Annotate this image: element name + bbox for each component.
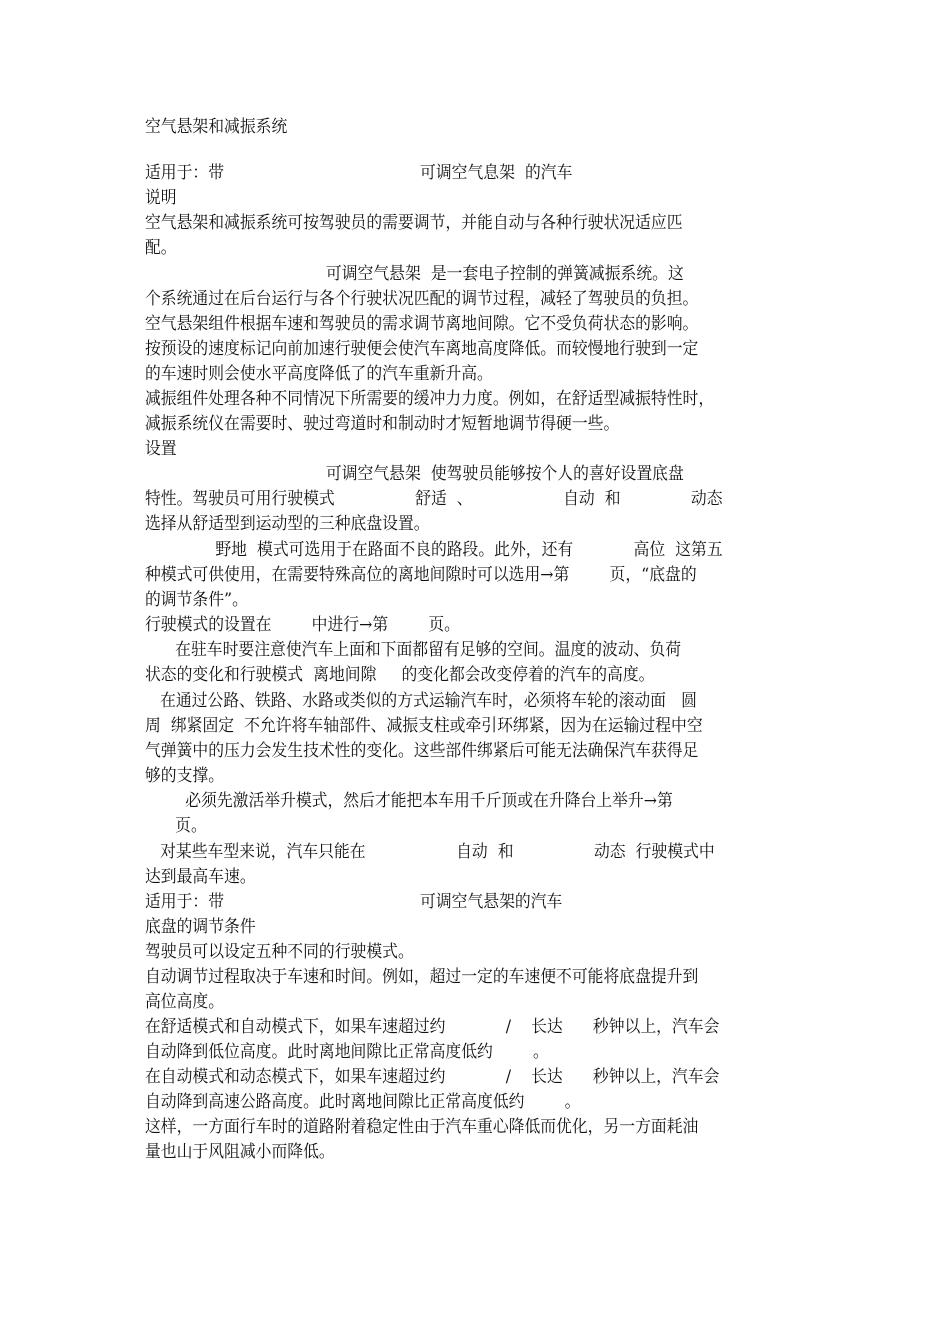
text-line: 自动降到高速公路高度。此时离地间隙比正常高度低约 。 bbox=[145, 1092, 581, 1112]
text-line: 空气悬架组件根据车速和驾驶员的需求调节离地间隙。它不受负荷状态的影响。 bbox=[145, 314, 699, 334]
section-heading: 底盘的调节条件 bbox=[145, 917, 256, 937]
text-line: 种模式可供使用，在需要特殊高位的离地间隙时可以选用→第 页，“底盘的 bbox=[145, 565, 697, 585]
text-line: 空气悬架和减振系统可按驾驶员的需要调节，并能自动与各种行驶状况适应匹 bbox=[145, 213, 683, 233]
text-line: 必须先激活举升模式，然后才能把本车用千斤顶或在升降台上举升→第 bbox=[145, 791, 673, 811]
text-line: 野地 模式可选用于在路面不良的路段。此外，还有 高位 这第五 bbox=[145, 540, 723, 560]
document-title: 空气悬架和减振系统 bbox=[145, 117, 288, 137]
text-line: 在自动模式和动态模式下，如果车速超过约 / 长达 秒钟以上，汽车会 bbox=[145, 1067, 720, 1087]
text-line: 在驻车时要注意使汽车上面和下面都留有足够的空间。温度的波动、负荷 bbox=[145, 640, 682, 660]
text-line: 适用于：带 可调空气悬架的汽车 bbox=[145, 892, 563, 912]
text-line: 特性。驾驶员可用行驶模式 舒适 、 自动 和 动态 bbox=[145, 489, 723, 509]
text-line: 够的支撑。 bbox=[145, 766, 225, 786]
text-line: 页。 bbox=[145, 816, 207, 836]
text-line: 配。 bbox=[145, 238, 177, 258]
text-line: 自动调节过程取决于车速和时间。例如，超过一定的车速便不可能将底盘提升到 bbox=[145, 967, 699, 987]
text-line: 可调空气悬架 使驾驶员能够按个人的喜好设置底盘 bbox=[145, 464, 684, 484]
text-line: 按预设的速度标记向前加速行驶便会使汽车离地高度降低。而较慢地行驶到一定 bbox=[145, 339, 699, 359]
text-line: 量也山于风阻减小而降低。 bbox=[145, 1142, 335, 1162]
text-line: 达到最高车速。 bbox=[145, 867, 256, 887]
text-line: 自动降到低位高度。此时离地间隙比正常高度低约 。 bbox=[145, 1042, 549, 1062]
text-line: 状态的变化和行驶模式 离地间隙 的变化都会改变停着的汽车的高度。 bbox=[145, 665, 655, 685]
text-line: 行驶模式的设置在 中进行→第 页。 bbox=[145, 615, 461, 635]
text-line: 的车速时则会使水平高度降低了的汽车重新升高。 bbox=[145, 364, 493, 384]
text-line: 在通过公路、铁路、水路或类似的方式运输汽车时，必须将车轮的滚动面 圆 bbox=[145, 691, 697, 711]
text-line: 驾驶员可以设定五种不同的行驶模式。 bbox=[145, 942, 414, 962]
text-line: 这样，一方面行车时的道路附着稳定性由于汽车重心降低而优化，另一方面耗油 bbox=[145, 1117, 699, 1137]
section-heading: 设置 bbox=[145, 439, 177, 459]
text-line: 个系统通过在后台运行与各个行驶状况匹配的调节过程，减轻了驾驶员的负担。 bbox=[145, 289, 699, 309]
text-line: 说明 bbox=[145, 188, 177, 208]
text-line: 周 绑紧固定 不允许将车轴部件、减振支柱或牵引环绑紧，因为在运输过程中空 bbox=[145, 716, 703, 736]
text-line: 在舒适模式和自动模式下，如果车速超过约 / 长达 秒钟以上，汽车会 bbox=[145, 1017, 720, 1037]
text-line: 气弹簧中的压力会发生技术性的变化。这些部件绑紧后可能无法确保汽车获得足 bbox=[145, 741, 699, 761]
text-line: 减振组件处理各种不同情况下所需要的缓冲力力度。例如，在舒适型减振特性时， bbox=[145, 389, 715, 409]
text-line: 减振系统仪在需要时、驶过弯道时和制动时才短暂地调节得硬一些。 bbox=[145, 414, 620, 434]
text-line: 对某些车型来说，汽车只能在 自动 和 动态 行驶模式中 bbox=[145, 842, 715, 862]
text-line: 高位高度。 bbox=[145, 992, 225, 1012]
text-line: 适用于：带 可调空气息架 的汽车 bbox=[145, 163, 573, 183]
text-line: 的调节条件”。 bbox=[145, 590, 248, 610]
text-line: 可调空气悬架 是一套电子控制的弹簧减振系统。这 bbox=[145, 264, 684, 284]
text-line: 选择从舒适型到运动型的三种底盘设置。 bbox=[145, 514, 430, 534]
